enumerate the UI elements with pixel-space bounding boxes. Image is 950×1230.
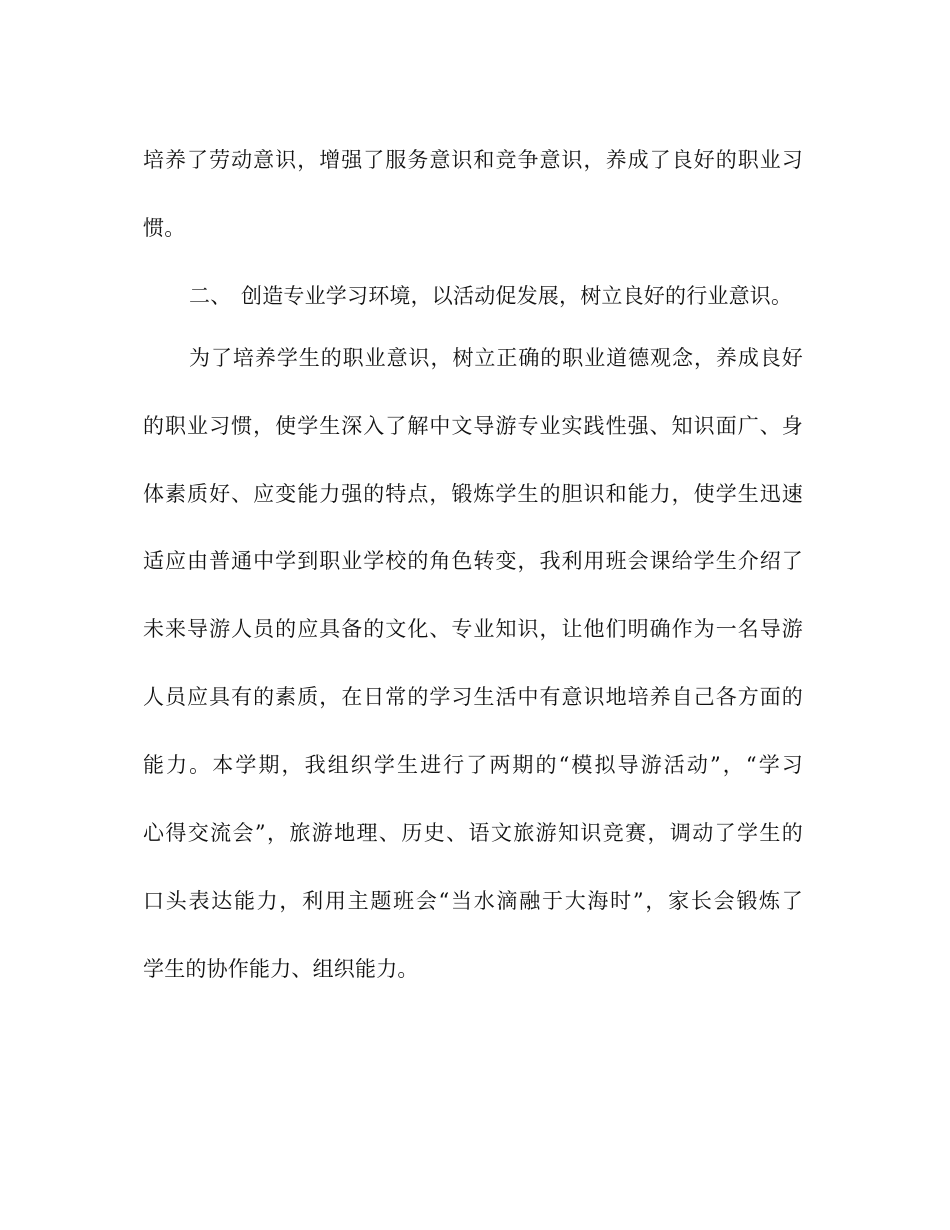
text-line: 体素质好、应变能力强的特点，锻炼学生的胆识和能力，使学生迅速 [143, 482, 803, 506]
text-line: 未来导游人员的应具备的文化、专业知识，让他们明确作为一名导游 [143, 617, 803, 641]
text-line: 为了培养学生的职业意识，树立正确的职业道德观念，养成良好 [189, 346, 803, 370]
text-line: 能力。本学期，我组织学生进行了两期的“模拟导游活动”，“学习 [143, 753, 803, 777]
text-line: 适应由普通中学到职业学校的角色转变，我利用班会课给学生介绍了 [143, 549, 803, 573]
text-line: 学生的协作能力、组织能力。 [143, 957, 419, 981]
text-line: 惯。 [143, 216, 186, 240]
section-heading-text: 创造专业学习环境，以活动促发展，树立良好的行业意识。 [241, 284, 793, 308]
text-line: 心得交流会”，旅游地理、历史、语文旅游知识竞赛，调动了学生的 [143, 821, 803, 845]
section-heading-number: 二、 [189, 284, 232, 308]
section-heading [189, 281, 803, 311]
text-line: 口头表达能力，利用主题班会“当水滴融于大海时”，家长会锻炼了 [143, 889, 803, 913]
text-line: 的职业习惯，使学生深入了解中文导游专业实践性强、知识面广、身 [143, 414, 803, 438]
text-line: 培养了劳动意识，增强了服务意识和竞争意识，养成了良好的职业习 [143, 148, 803, 172]
text-line: 人员应具有的素质，在日常的学习生活中有意识地培养自己各方面的 [143, 685, 803, 709]
